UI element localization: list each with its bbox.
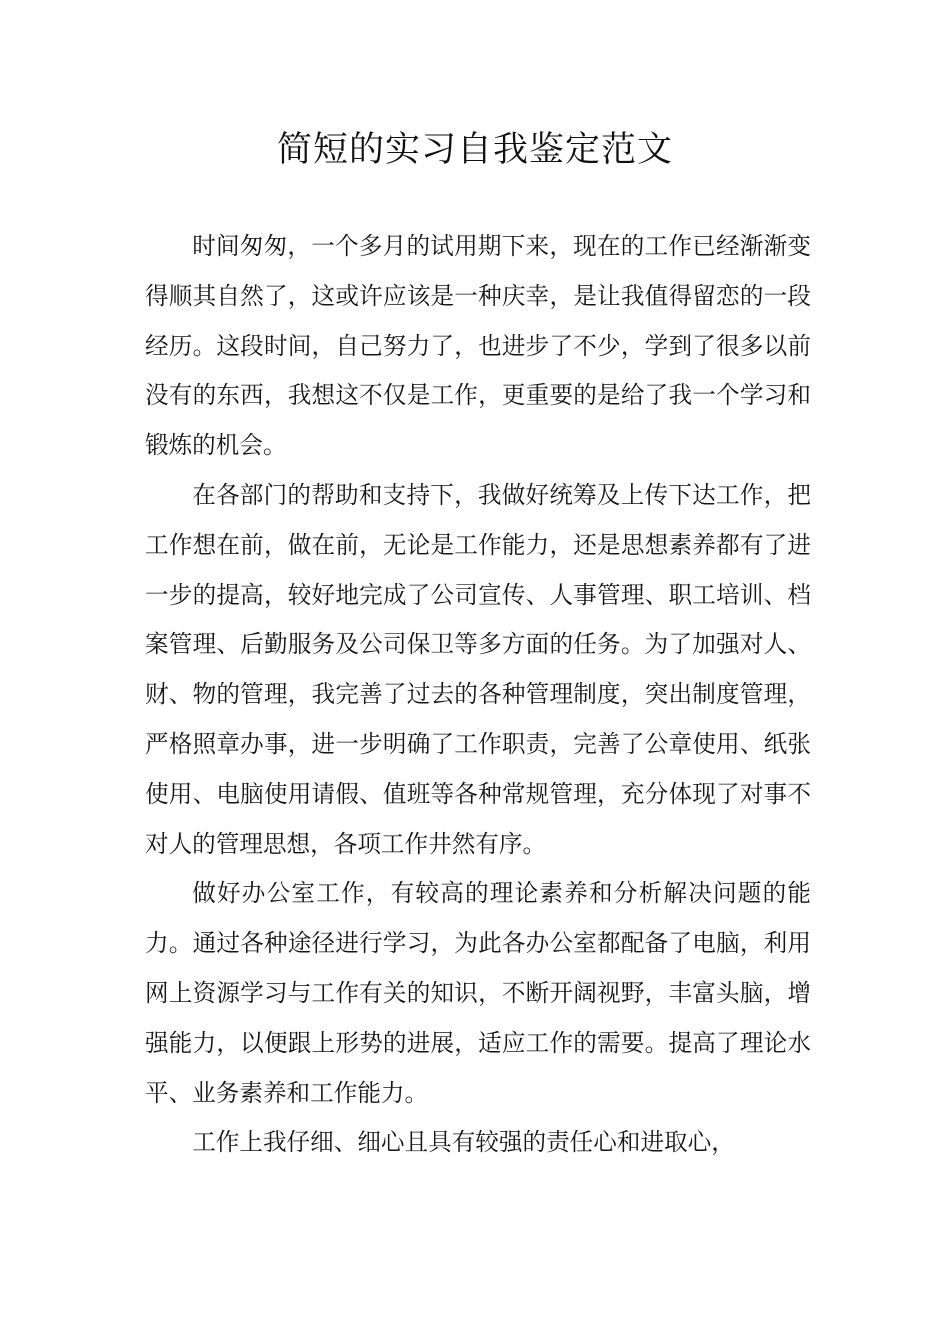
- paragraph-1: 时间匆匆，一个多月的试用期下来，现在的工作已经渐渐变得顺其自然了，这或许应该是一种庆幸，是让我值得留恋的一段经历。这段时间，自己努力了，也进步了不少，学到了很多以前没有的东西，我想这不仅是工作，更重要的是给了我一个学习和锻炼的机会。: [145, 232, 811, 460]
- paragraph-2: 在各部门的帮助和支持下，我做好统筹及上传下达工作，把工作想在前，做在前，无论是工作能力，还是思想素养都有了进一步的提高，较好地完成了公司宣传、人事管理、职工培训、档案管理、后勤服务及公司保卫等多方面的任务。为了加强对人、财、物的管理，我完善了过去的各种管理制度，突出制度管理，严格照章办事，进一步明确了工作职责，完善了公章使用、纸张使用、电脑使用请假、值班等各种常规管理，充分体现了对事不对人的管理思想，各项工作井然有序。: [145, 480, 811, 858]
- document-body: [145, 222, 811, 1168]
- paragraph-4: 工作上我仔细、细心且具有较强的责任心和进取心，: [192, 1128, 735, 1157]
- paragraph-3: 做好办公室工作，有较高的理论素养和分析解决问题的能力。通过各种途径进行学习，为此各办公室都配备了电脑，利用网上资源学习与工作有关的知识，不断开阔视野，丰富头脑，增强能力，以便跟上形势的进展，适应工作的需要。提高了理论水平、业务素养和工作能力。: [145, 879, 811, 1107]
- document-title: 简短的实习自我鉴定范文: [276, 130, 673, 170]
